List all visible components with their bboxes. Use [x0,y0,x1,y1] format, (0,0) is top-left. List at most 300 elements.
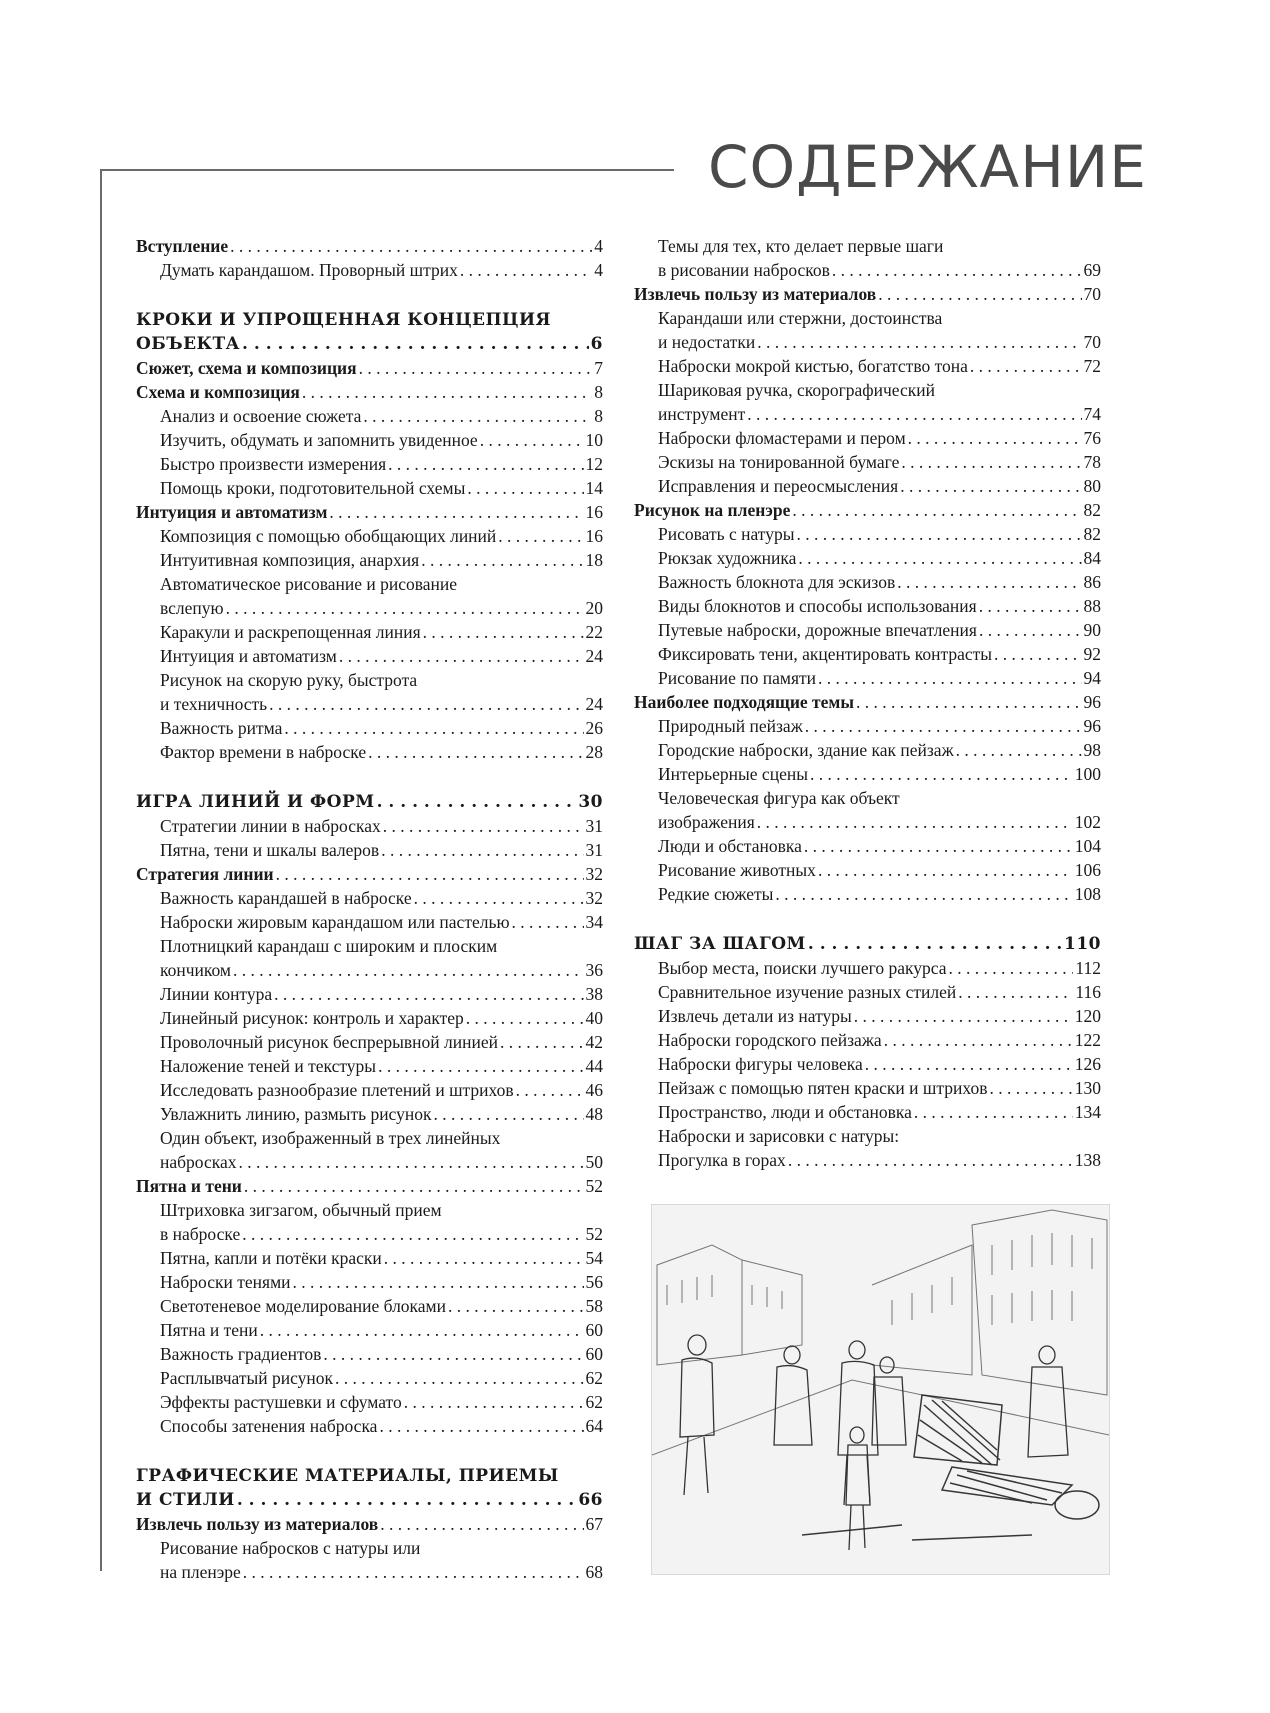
toc-entry-title: Наброски городского пейзажа [658,1030,882,1050]
toc-entry-page-number: 122 [1074,1030,1101,1050]
dot-leader [884,1028,1073,1052]
toc-entry[interactable] [136,596,603,620]
toc-entry[interactable] [634,354,1101,378]
toc-entry[interactable] [136,356,603,380]
dot-leader [329,500,583,524]
toc-entry[interactable] [634,330,1101,354]
dot-leader [798,546,1081,570]
dot-leader [260,1318,584,1342]
toc-entry-title: Фактор времени в наброске [160,742,367,762]
dot-leader [994,642,1081,666]
dot-leader [897,570,1081,594]
dot-leader [989,1076,1072,1100]
toc-entry[interactable] [136,1102,603,1126]
toc-entry-title: Исправления и переосмысления [658,476,899,496]
toc-entry[interactable] [634,834,1101,858]
toc-entry-title: Эффекты растушевки и сфумато [160,1392,402,1412]
dot-leader [404,1390,584,1414]
toc-entry-title: Способы затенения наброска [160,1416,378,1436]
dot-leader [500,1030,583,1054]
toc-entry-title: Интуиция и автоматизм [136,502,328,522]
dot-leader [388,452,583,476]
toc-entry-title: Важность градиентов [160,1344,322,1364]
toc-entry-title: Рюкзак художника [658,548,797,568]
toc-entry-page-number: 24 [585,646,603,666]
toc-entry-page-number: 32 [585,864,603,884]
toc-entry-page-number: 34 [585,912,603,932]
toc-entry-title: Каракули и раскрепощенная линия [160,622,421,642]
dot-leader [979,618,1082,642]
toc-entry-title: Светотеневое моделирование блоками [160,1296,446,1316]
toc-entry-title: в наброске [160,1224,241,1244]
toc-entry-text-line: Рисунок на скорую руку, быстрота [160,670,418,690]
toc-entry[interactable] [634,956,1101,980]
toc-entry-page-number: 20 [585,598,603,618]
toc-entry[interactable] [136,862,603,886]
dot-leader [244,1174,584,1198]
toc-entry-title: Пятна и тени [136,1176,242,1196]
dot-leader [230,234,592,258]
toc-entry-title: Люди и обстановка [658,836,802,856]
toc-entry-title: Схема и композиция [136,382,300,402]
dot-leader [269,692,583,716]
toc-entry-title: на пленэре [160,1562,241,1582]
toc-entry-page-number: 82 [1083,524,1101,544]
dot-leader [433,1102,583,1126]
dot-leader [359,356,593,380]
toc-entry[interactable] [634,714,1101,738]
dot-leader [414,886,584,910]
toc-entry-page-number: 4 [594,260,603,280]
toc-entry-title: вслепую [160,598,224,618]
toc-entry-page-number: 8 [594,406,603,426]
toc-entry[interactable] [634,1148,1101,1172]
dot-leader [856,690,1082,714]
dot-leader [480,428,584,452]
toc-entry[interactable] [136,644,603,668]
toc-entry-page-number: 126 [1074,1054,1101,1074]
toc-entry-page-number: 18 [585,550,603,570]
dot-leader [757,330,1081,354]
toc-entry[interactable] [136,790,603,814]
toc-entry-page-number: 36 [585,960,603,980]
dot-leader [854,1004,1073,1028]
toc-entry[interactable] [136,428,603,452]
dot-leader [368,740,583,764]
dot-leader [379,1414,583,1438]
section-gap [634,906,1101,932]
section-gap [136,282,603,308]
toc-entry-title: Пятна и тени [160,1320,258,1340]
toc-entry-title: Выбор места, поиски лучшего ракурса [658,958,947,978]
toc-entry-page-number: 30 [578,792,603,812]
toc-entry[interactable] [634,570,1101,594]
toc-entry-title: Извлечь пользу из материалов [634,284,877,304]
toc-entry-page-number: 62 [585,1392,603,1412]
dot-leader [274,982,583,1006]
toc-entry-page-number: 112 [1075,958,1101,978]
toc-entry[interactable] [634,426,1101,450]
toc-entry-title: ОБЪЕКТА [136,334,241,354]
toc-entry[interactable] [634,1028,1101,1052]
dot-leader [775,882,1072,906]
toc-entry-title: Наброски фигуры человека [658,1054,863,1074]
toc-entry-title: Наброски фломастерами и пером [658,428,906,448]
toc-entry-text-line: Шариковая ручка, скорографический [658,380,935,400]
dot-leader [498,524,583,548]
toc-entry[interactable] [634,932,1101,956]
toc-entry-text-line: Плотницкий карандаш с широким и плоским [160,936,498,956]
toc-entry-text-line: КРОКИ И УПРОЩЕННАЯ КОНЦЕПЦИЯ [136,310,551,330]
dot-leader [363,404,592,428]
toc-entry-page-number: 84 [1083,548,1101,568]
toc-entry-page-number: 58 [585,1296,603,1316]
toc-entry-title: Важность карандашей в наброске [160,888,412,908]
dot-leader [792,498,1081,522]
toc-entry[interactable] [136,332,603,356]
dot-leader [914,1100,1073,1124]
toc-entry-text-line: ГРАФИЧЕСКИЕ МАТЕРИАЛЫ, ПРИЕМЫ [136,1466,559,1486]
toc-entry-text-line: Карандаши или стержни, достоинства [658,308,943,328]
toc-entry-title: Виды блокнотов и способы использования [658,596,977,616]
toc-entry[interactable] [634,810,1101,834]
toc-entry[interactable] [136,958,603,982]
toc-entry-page-number: 90 [1083,620,1101,640]
toc-entry-title: Наброски жировым карандашом или пастелью [160,912,510,932]
toc-entry[interactable] [136,404,603,428]
toc-entry-text-line: Автоматическое рисование и рисование [160,574,458,594]
toc-entry[interactable] [634,522,1101,546]
dot-leader [466,1006,584,1030]
toc-entry-title: Фиксировать тени, акцентировать контрасты [658,644,993,664]
toc-entry-page-number: 96 [1083,716,1101,736]
dot-leader [958,980,1073,1004]
toc-entry-title: Проволочный рисунок беспрерывной линией [160,1032,499,1052]
toc-entry-title: ШАГ ЗА ШАГОМ [634,934,806,954]
dot-leader [448,1294,584,1318]
toc-entry-title: и недостатки [658,332,756,352]
toc-entry[interactable] [136,500,603,524]
toc-entry-title: ИГРА ЛИНИЙ И ФОРМ [136,792,375,812]
toc-entry-title: и техничность [160,694,268,714]
toc-entry[interactable] [136,1390,603,1414]
toc-entry[interactable] [136,548,603,572]
toc-entry[interactable] [136,476,603,500]
toc-entry-page-number: 76 [1083,428,1101,448]
toc-entry-page-number: 69 [1083,260,1101,280]
dot-leader [878,282,1081,306]
toc-entry[interactable] [136,982,603,1006]
frame-left-rule [100,169,102,1571]
dot-leader [757,810,1073,834]
toc-entry-title: Увлажнить линию, размыть рисунок [160,1104,432,1124]
toc-entry-title: Извлечь детали из натуры [658,1006,852,1026]
toc-entry[interactable] [136,838,603,862]
toc-entry-page-number: 88 [1083,596,1101,616]
toc-entry[interactable] [136,1078,603,1102]
toc-entry-title: кончиком [160,960,231,980]
toc-entry-title: Интуитивная композиция, анархия [160,550,420,570]
toc-entry[interactable] [634,498,1101,522]
dot-leader [901,450,1081,474]
toc-entry-title: Прогулка в горах [658,1150,786,1170]
toc-entry-page-number: 108 [1074,884,1101,904]
toc-entry-page-number: 24 [585,694,603,714]
toc-entry-page-number: 52 [585,1176,603,1196]
toc-entry-page-number: 38 [585,984,603,1004]
dot-leader [242,332,589,356]
dot-leader [421,548,583,572]
dot-leader [979,594,1082,618]
toc-entry-page-number: 46 [585,1080,603,1100]
toc-entry-page-number: 74 [1083,404,1101,424]
toc-entry-page-number: 16 [585,502,603,522]
toc-entry-title: Линии контура [160,984,273,1004]
toc-entry-page-number: 100 [1074,764,1101,784]
toc-entry[interactable] [136,620,603,644]
toc-entry[interactable] [136,1318,603,1342]
toc-entry[interactable] [136,1150,603,1174]
toc-entry-page-number: 78 [1083,452,1101,472]
toc-entry-title: Наиболее подходящие темы [634,692,854,712]
dot-leader [512,910,584,934]
toc-entry[interactable] [634,450,1101,474]
toc-entry-page-number: 120 [1074,1006,1101,1026]
toc-entry-page-number: 50 [585,1152,603,1172]
toc-entry[interactable] [634,642,1101,666]
toc-entry[interactable] [634,762,1101,786]
toc-entry-page-number: 66 [578,1490,603,1510]
toc-entry-page-number: 134 [1074,1102,1101,1122]
toc-entry[interactable] [634,1100,1101,1124]
toc-entry-page-number: 14 [585,478,603,498]
toc-entry[interactable] [136,258,603,282]
dot-leader [242,1222,583,1246]
page-title: СОДЕРЖАНИЕ [708,133,1147,201]
toc-entry[interactable] [136,740,603,764]
toc-entry[interactable] [136,1488,603,1512]
toc-entry-page-number: 94 [1083,668,1101,688]
toc-entry-title: Важность блокнота для эскизов [658,572,896,592]
toc-entry[interactable] [136,452,603,476]
toc-entry-title: Композиция с помощью обобщающих линий [160,526,497,546]
dot-leader [956,738,1082,762]
toc-entry[interactable] [634,738,1101,762]
toc-entry-title: Пятна, капли и потёки краски [160,1248,382,1268]
toc-entry[interactable] [634,402,1101,426]
toc-entry[interactable] [136,1294,603,1318]
toc-entry[interactable] [136,380,603,404]
section-gap [136,764,603,790]
dot-leader [378,1054,583,1078]
dot-leader [832,258,1082,282]
toc-entry-title: Городские наброски, здание как пейзаж [658,740,954,760]
toc-entry[interactable] [136,1006,603,1030]
toc-entry-page-number: 70 [1083,332,1101,352]
toc-entry-title: Путевые наброски, дорожные впечатления [658,620,977,640]
toc-entry-title: Исследовать разнообразие плетений и штрихов [160,1080,514,1100]
toc-entry-page-number: 8 [594,382,603,402]
toc-entry[interactable] [634,618,1101,642]
dot-leader [900,474,1081,498]
toc-entry-page-number: 92 [1083,644,1101,664]
toc-entry[interactable] [136,1560,603,1584]
toc-entry-page-number: 31 [585,840,603,860]
toc-entry-title: Помощь кроки, подготовительной схемы [160,478,466,498]
toc-entry-title: в рисовании набросков [658,260,830,280]
toc-entry-title: Пейзаж с помощью пятен краски и штрихов [658,1078,988,1098]
dot-leader [423,620,584,644]
toc-entry-title: Наложение теней и текстуры [160,1056,377,1076]
dot-leader [233,958,584,982]
dot-leader [796,522,1081,546]
toc-entry[interactable] [136,1054,603,1078]
toc-entry-title: Эскизы на тонированной бумаге [658,452,900,472]
toc-entry-page-number: 6 [590,334,603,354]
toc-entry-page-number: 16 [585,526,603,546]
toc-entry-title: Стратегия линии [136,864,274,884]
toc-entry[interactable] [136,1030,603,1054]
toc-entry[interactable] [136,1222,603,1246]
toc-entry-page-number: 28 [585,742,603,762]
toc-entry[interactable] [634,1004,1101,1028]
toc-entry-title: Рисовать с натуры [658,524,795,544]
toc-entry-title: Анализ и освоение сюжета [160,406,362,426]
dot-leader [970,354,1082,378]
dot-leader [384,1246,584,1270]
dot-leader [380,1512,583,1536]
toc-entry[interactable] [136,1174,603,1198]
toc-entry-text-line: Один объект, изображенный в трех линейных [160,1128,501,1148]
dot-leader [805,714,1082,738]
toc-entry-page-number: 106 [1074,860,1101,880]
dot-leader [865,1052,1073,1076]
toc-entry-page-number: 70 [1083,284,1101,304]
dot-leader [788,1148,1073,1172]
toc-entry-page-number: 80 [1083,476,1101,496]
dot-leader [226,596,584,620]
toc-entry[interactable] [136,1512,603,1536]
section-gap [136,1438,603,1464]
dot-leader [383,814,584,838]
toc-entry-page-number: 44 [585,1056,603,1076]
toc-entry-title: изображения [658,812,755,832]
sketch-drawing [652,1205,1109,1574]
toc-entry[interactable] [634,666,1101,690]
toc-entry-page-number: 31 [585,816,603,836]
toc-entry[interactable] [136,814,603,838]
dot-leader [460,258,592,282]
toc-entry-title: Вступление [136,236,229,256]
toc-entry-page-number: 64 [585,1416,603,1436]
toc-entry[interactable] [634,282,1101,306]
toc-entry-title: Быстро произвести измерения [160,454,387,474]
toc-entry[interactable] [634,690,1101,714]
toc-entry-title: Рисунок на пленэре [634,500,791,520]
toc-entry[interactable] [634,546,1101,570]
toc-entry-page-number: 62 [585,1368,603,1388]
dot-leader [747,402,1081,426]
toc-entry-title: Рисование по памяти [658,668,817,688]
toc-entry[interactable] [634,1076,1101,1100]
toc-entry-text-line: Рисование набросков с натуры или [160,1538,421,1558]
toc-entry-page-number: 56 [585,1272,603,1292]
toc-entry-title: Наброски тенями [160,1272,291,1292]
toc-entry[interactable] [634,474,1101,498]
frame-top-rule [100,169,674,171]
toc-right-column [634,234,1101,1172]
dot-leader [818,858,1073,882]
dot-leader [818,666,1081,690]
toc-entry-page-number: 32 [585,888,603,908]
toc-entry[interactable] [634,858,1101,882]
toc-left-column [136,234,603,1584]
toc-entry[interactable] [634,980,1101,1004]
toc-entry[interactable] [634,882,1101,906]
toc-entry-title: Интуиция и автоматизм [160,646,337,666]
toc-entry-page-number: 4 [594,236,603,256]
dot-leader [276,862,584,886]
toc-entry[interactable] [136,716,603,740]
toc-entry[interactable] [634,258,1101,282]
dot-leader [237,1488,577,1512]
street-sketch-illustration [651,1204,1110,1575]
toc-entry-page-number: 102 [1074,812,1101,832]
toc-entry-page-number: 22 [585,622,603,642]
toc-entry-title: И СТИЛИ [136,1490,235,1510]
dot-leader [335,1366,583,1390]
toc-entry[interactable] [136,1246,603,1270]
toc-entry-title: Извлечь пользу из материалов [136,1514,379,1534]
toc-entry-title: Думать карандашом. Проворный штрих [160,260,458,280]
toc-entry-title: Сравнительное изучение разных стилей [658,982,957,1002]
toc-entry[interactable] [136,692,603,716]
toc-entry[interactable] [136,1414,603,1438]
toc-entry-page-number: 96 [1083,692,1101,712]
toc-entry-text-line: Человеческая фигура как объект [658,788,900,808]
toc-entry-page-number: 82 [1083,500,1101,520]
dot-leader [467,476,583,500]
toc-entry[interactable] [136,886,603,910]
toc-entry[interactable] [136,1270,603,1294]
dot-leader [949,956,1074,980]
toc-entry[interactable] [136,1342,603,1366]
toc-entry[interactable] [136,1366,603,1390]
toc-entry[interactable] [136,234,603,258]
dot-leader [243,1560,584,1584]
toc-entry[interactable] [634,594,1101,618]
toc-entry-page-number: 86 [1083,572,1101,592]
toc-entry-title: Изучить, обдумать и запомнить увиденное [160,430,478,450]
toc-entry-page-number: 104 [1074,836,1101,856]
toc-entry-page-number: 130 [1074,1078,1101,1098]
dot-leader [339,644,584,668]
toc-entry-page-number: 10 [585,430,603,450]
toc-entry-title: Расплывчатый рисунок [160,1368,334,1388]
toc-entry-title: инструмент [658,404,746,424]
toc-entry-page-number: 60 [585,1344,603,1364]
toc-entry-page-number: 54 [585,1248,603,1268]
toc-entry[interactable] [136,910,603,934]
toc-entry-title: Рисование животных [658,860,816,880]
toc-entry[interactable] [634,1052,1101,1076]
dot-leader [381,838,583,862]
toc-entry-text-line: Штриховка зигзагом, обычный прием [160,1200,442,1220]
toc-entry[interactable] [136,524,603,548]
dot-leader [516,1078,584,1102]
toc-entry-page-number: 60 [585,1320,603,1340]
toc-entry-page-number: 42 [585,1032,603,1052]
